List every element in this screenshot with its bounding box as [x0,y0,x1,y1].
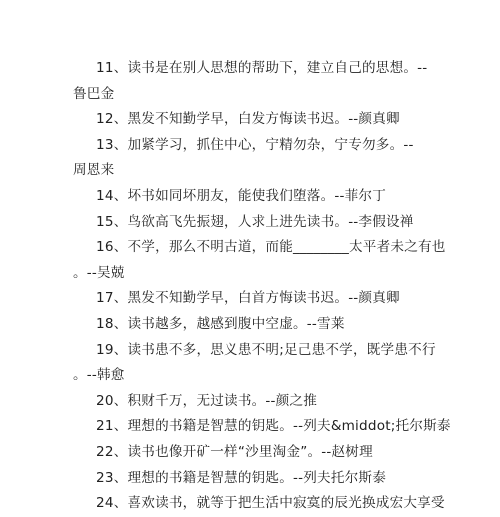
quote-line: 17、黑发不知勤学早，白首方悔读书迟。--颜真卿 [96,290,400,307]
quote-list [73,56,485,517]
quote-line: 14、坏书如同坏朋友，能使我们堕落。--菲尔丁 [96,187,386,204]
quote-continuation: 。--吴兢 [73,264,125,281]
quote-line: 21、理想的书籍是智慧的钥匙。--列夫&middot;托尔斯泰 [96,418,451,435]
quote-line: 19、读书患不多，思义患不明;足己患不学，既学患不行 [96,341,436,358]
quote-line: 12、黑发不知勤学早，白发方悔读书迟。--颜真卿 [96,111,400,128]
quote-line: 20、积财千万，无过读书。--颜之推 [96,392,318,409]
quote-line: 23、理想的书籍是智慧的钥匙。--列夫托尔斯泰 [96,469,386,486]
quote-line: 16、不学，那么不明古道，而能________太平者未之有也 [96,239,446,256]
quote-line: 13、加紧学习，抓住中心，宁精勿杂，宁专勿多。-- [96,136,414,153]
quote-continuation: 。--韩愈 [73,367,125,384]
quote-line: 24、喜欢读书，就等于把生活中寂寞的辰光换成宏大享受 [96,495,445,512]
page-bottom-edge [0,513,500,517]
quote-line: 22、读书也像开矿一样“沙里淘金”。--赵树理 [96,443,373,460]
quote-line: 15、鸟欲高飞先振翅，人求上进先读书。--李假设禅 [96,213,414,230]
quote-line: 18、读书越多，越感到腹中空虚。--雪莱 [96,315,345,332]
quote-continuation: 周恩来 [73,162,115,179]
quote-line: 11、读书是在别人思想的帮助下，建立自己的思想。-- [96,60,428,76]
quote-continuation: 鲁巴金 [73,85,115,102]
